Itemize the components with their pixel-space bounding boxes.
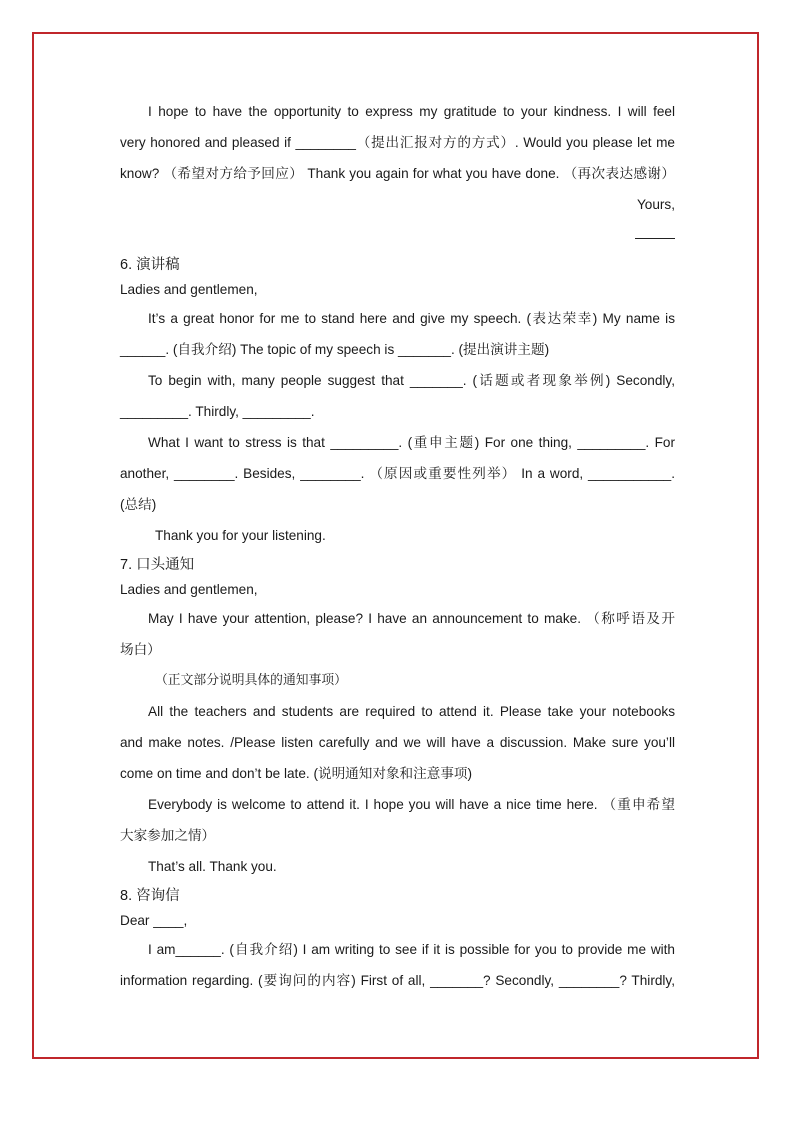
paragraph-line: Thank you for your listening. <box>155 528 326 543</box>
signature-line-row <box>120 220 675 251</box>
paragraph-line: (总结) <box>120 497 157 512</box>
paragraph-line: 大家参加之情） <box>120 828 216 843</box>
paragraph-line: information regarding. (要询问的内容) First of all, _______? Secondly, ________? Thirdly, <box>120 973 675 988</box>
paragraph-line: To begin with, many people suggest that _______. (话题或者现象举例) Secondly, <box>148 373 675 388</box>
salutation: Ladies and gentlemen, <box>120 582 258 597</box>
paragraph-line: I hope to have the opportunity to express my gratitude to your kindness. I will feel <box>148 104 675 119</box>
salutation: Ladies and gentlemen, <box>120 282 258 297</box>
paragraph-line: What I want to stress is that _________. (重申主题) For one thing, _________. For <box>148 435 675 450</box>
section-heading-8: 8. 咨询信 <box>120 888 180 904</box>
paragraph-line: _________. Thirdly, _________. <box>120 404 315 419</box>
document-body <box>120 96 675 996</box>
salutation: Dear ____, <box>120 913 188 928</box>
paragraph-line: （正文部分说明具体的通知事项） <box>155 673 347 688</box>
paragraph-line: May I have your attention, please? I have an announcement to make. （称呼语及开 <box>148 611 675 626</box>
paragraph-line: very honored and pleased if ________（提出汇报对方的方式）. Would you please let me <box>120 135 675 150</box>
paragraph-line: and make notes. /Please listen carefully and we will have a discussion. Make sure you’ll <box>120 735 675 750</box>
section-heading-6: 6. 演讲稿 <box>120 257 180 273</box>
paragraph-line: another, ________. Besides, ________. （原因或重要性列举） In a word, ___________. <box>120 466 675 481</box>
section-heading-7: 7. 口头通知 <box>120 557 195 573</box>
paragraph-line: I am______. (自我介绍) I am writing to see if it is possible for you to provide me with <box>148 942 675 957</box>
paragraph-line: ______. (自我介绍) The topic of my speech is _______. (提出演讲主题) <box>120 342 550 357</box>
paragraph-line: That’s all. Thank you. <box>148 859 277 874</box>
paragraph-line: It’s a great honor for me to stand here and give my speech. (表达荣幸) My name is <box>148 311 675 326</box>
paragraph-line: know? （希望对方给予回应） Thank you again for what you have done. （再次表达感谢） <box>120 166 675 181</box>
paragraph-line: Everybody is welcome to attend it. I hope you will have a nice time here. （重申希望 <box>148 797 675 812</box>
paragraph-line: 场白） <box>120 642 161 657</box>
paragraph-line: All the teachers and students are required to attend it. Please take your notebooks <box>148 704 675 719</box>
closing-yours: Yours, <box>636 197 675 212</box>
paragraph-line: come on time and don’t be late. (说明通知对象和注意事项) <box>120 766 473 781</box>
signature-blank <box>635 238 675 239</box>
